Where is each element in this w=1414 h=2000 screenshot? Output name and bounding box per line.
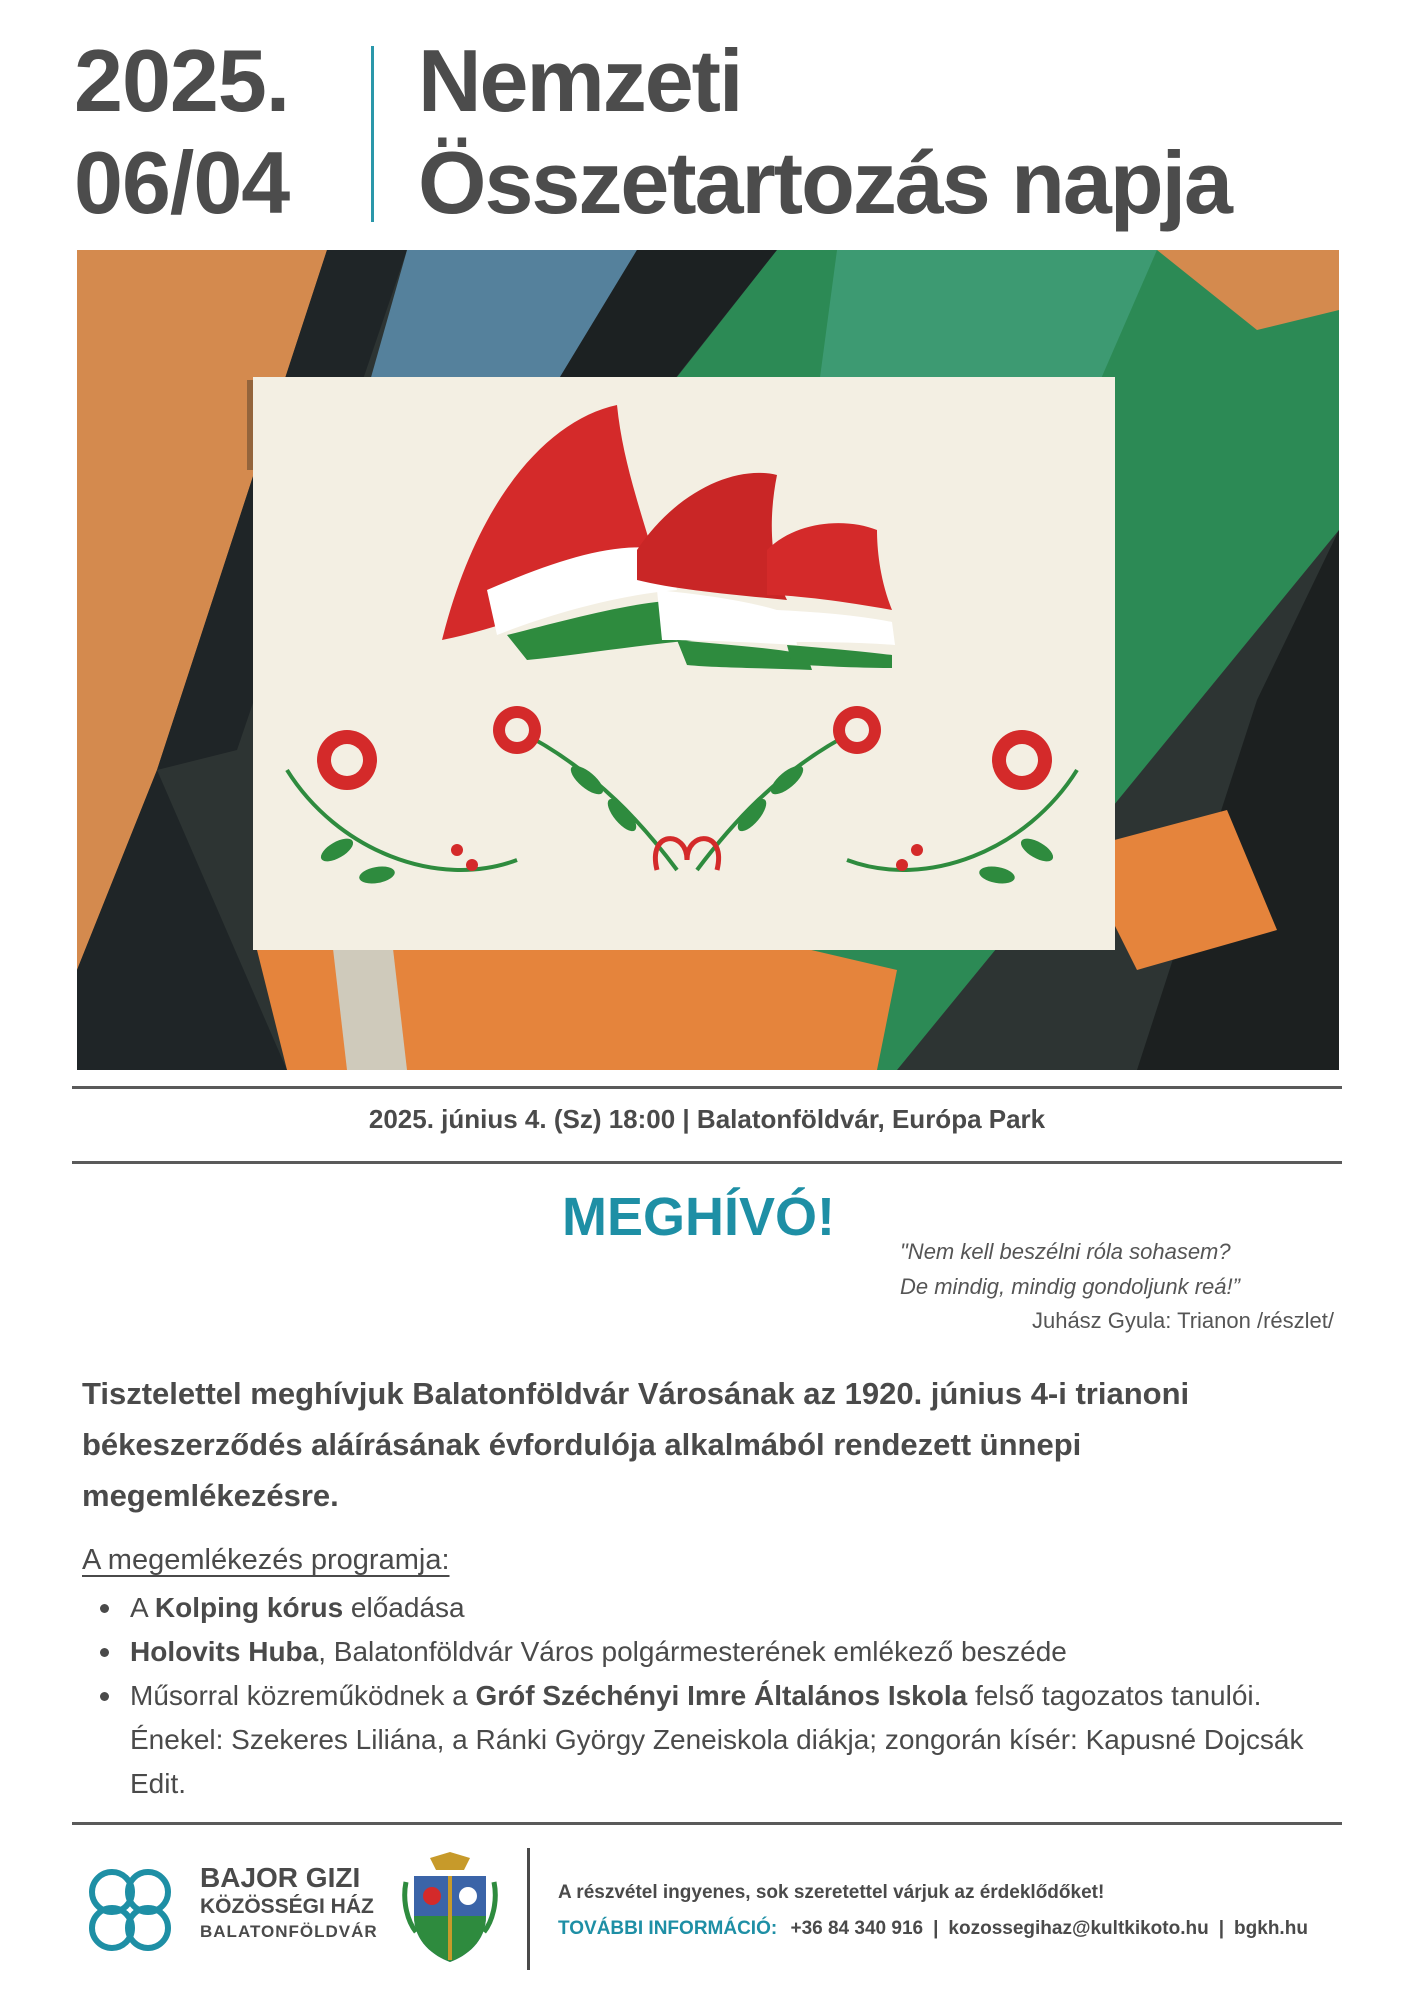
program-item <box>82 1630 1332 1674</box>
program-item-highlight: Holovits Huba <box>130 1636 319 1667</box>
program-list <box>82 1586 1332 1806</box>
org-line-1: BAJOR GIZI <box>200 1862 361 1893</box>
org-line-2: KÖZÖSSÉGI HÁZ <box>200 1895 374 1918</box>
program-item-highlight: Gróf Széchényi Imre Általános Iskola <box>475 1680 968 1711</box>
contact-email[interactable]: kozossegihaz@kultkikoto.hu <box>948 1918 1209 1939</box>
program-item-text: Műsorral közreműködnek a <box>130 1680 476 1711</box>
program-item-text: , Balatonföldvár Város polgármesterének emlékező beszéde <box>318 1636 1067 1667</box>
community-house-logo-icon <box>82 1862 178 1958</box>
program-item-text: előadása <box>343 1592 465 1623</box>
event-info: 2025. június 4. (Sz) 18:00 | Balatonföldvár, Európa Park <box>368 1104 1046 1134</box>
org-line-3: BALATONFÖLDVÁR <box>200 1922 378 1941</box>
contact-separator: | <box>933 1918 939 1939</box>
contact-label: TOVÁBBI INFORMÁCIÓ: <box>558 1918 778 1939</box>
contact-info <box>558 1918 1308 1940</box>
hero-image <box>77 250 1339 1070</box>
title-line-1: Nemzeti <box>418 31 742 130</box>
event-day: 06/04 <box>74 133 290 232</box>
invite-heading: MEGHÍVÓ! <box>562 1187 836 1247</box>
event-date <box>74 30 334 234</box>
program-title: A megemlékezés programja: <box>82 1544 450 1576</box>
contact-separator: | <box>1218 1918 1225 1939</box>
footer-divider-line <box>72 1822 1342 1825</box>
program-item <box>82 1586 1332 1630</box>
quote-line-1: "Nem kell beszélni róla sohasem? <box>900 1239 1231 1264</box>
quote-source: Juhász Gyula: Trianon /részlet/ <box>1031 1308 1334 1333</box>
program-item-text: felső tagozatos tanulói. Énekel: Szekeres Liliána, a Ránki György Zeneiskola diákja; zongorán kísér: Kapusné Dojcsák Edit. <box>130 1680 1304 1799</box>
footer-vertical-divider <box>527 1848 530 1970</box>
contact-website[interactable]: bgkh.hu <box>1234 1918 1308 1939</box>
program-item-highlight: Kolping kórus <box>154 1592 344 1623</box>
divider-bottom <box>72 1161 1342 1164</box>
event-year: 2025. <box>74 31 290 130</box>
program-item-text: A <box>130 1592 155 1623</box>
title-divider <box>371 46 374 222</box>
painted-background-illustration <box>77 250 1339 1070</box>
title-line-2: Összetartozás napja <box>418 133 1231 232</box>
page-title <box>418 30 1368 234</box>
contact-phone[interactable]: +36 84 340 916 <box>790 1918 924 1939</box>
divider-top <box>72 1086 1342 1089</box>
program-item <box>82 1674 1332 1806</box>
participation-note: A részvétel ingyenes, sok szeretettel várjuk az érdeklődőket! <box>558 1882 1105 1903</box>
quote <box>900 1234 1240 1304</box>
town-crest-icon <box>402 1852 498 1964</box>
organization-name <box>200 1862 378 1944</box>
intro-text: Tisztelettel meghívjuk Balatonföldvár Városának az 1920. június 4-i trianoni békeszerződés aláírásának évfordulója alkalmából rendezett ünnepi megemlékezésre. <box>82 1376 1190 1513</box>
quote-line-2: De mindig, mindig gondoljunk reá!” <box>900 1274 1240 1299</box>
